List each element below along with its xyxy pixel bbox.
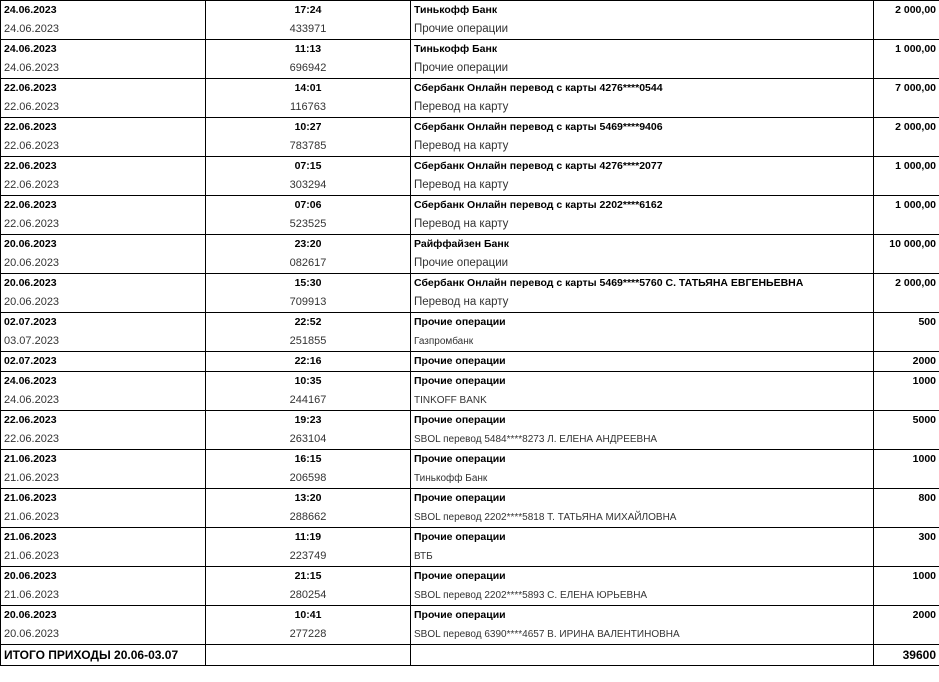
transaction-amount: 5000 <box>874 411 939 431</box>
detail-description: SBOL перевод 5484****8273 Л. ЕЛЕНА АНДРЕЕВНА <box>411 430 874 450</box>
transaction-detail-row <box>1 332 939 352</box>
detail-date: 24.06.2023 <box>1 59 206 79</box>
transaction-detail-row <box>1 508 939 528</box>
transaction-date: 24.06.2023 <box>1 1 206 21</box>
detail-description: Перевод на карту <box>411 137 874 157</box>
transaction-amount: 1000 <box>874 372 939 392</box>
detail-code: 288662 <box>206 508 411 528</box>
detail-description: TINKOFF BANK <box>411 391 874 411</box>
transaction-row <box>1 157 939 177</box>
transaction-amount: 800 <box>874 489 939 509</box>
transaction-row <box>1 274 939 294</box>
transaction-date: 20.06.2023 <box>1 567 206 587</box>
transaction-time: 23:20 <box>206 235 411 255</box>
detail-description: ВТБ <box>411 547 874 567</box>
transaction-time: 22:16 <box>206 352 411 372</box>
transaction-description: Прочие операции <box>411 450 874 470</box>
detail-date: 03.07.2023 <box>1 332 206 352</box>
detail-code: 116763 <box>206 98 411 118</box>
transaction-detail-row <box>1 98 939 118</box>
transaction-time: 19:23 <box>206 411 411 431</box>
transaction-amount: 2 000,00 <box>874 1 939 21</box>
transaction-description: Прочие операции <box>411 606 874 626</box>
transaction-description: Тинькофф Банк <box>411 40 874 60</box>
detail-code: 280254 <box>206 586 411 606</box>
transaction-amount: 300 <box>874 528 939 548</box>
transaction-date: 24.06.2023 <box>1 372 206 392</box>
transaction-row <box>1 79 939 99</box>
detail-date: 22.06.2023 <box>1 137 206 157</box>
transaction-time: 07:06 <box>206 196 411 216</box>
transaction-date: 22.06.2023 <box>1 118 206 138</box>
detail-date: 20.06.2023 <box>1 254 206 274</box>
transaction-detail-row <box>1 430 939 450</box>
transaction-time: 15:30 <box>206 274 411 294</box>
detail-code: 433971 <box>206 20 411 40</box>
transaction-description: Прочие операции <box>411 489 874 509</box>
detail-description: Перевод на карту <box>411 293 874 313</box>
transaction-time: 17:24 <box>206 1 411 21</box>
transaction-time: 10:27 <box>206 118 411 138</box>
transaction-amount: 7 000,00 <box>874 79 939 99</box>
transaction-time: 10:41 <box>206 606 411 626</box>
detail-code: 277228 <box>206 625 411 645</box>
transaction-description: Сбербанк Онлайн перевод с карты 2202****6162 <box>411 196 874 216</box>
transaction-detail-row <box>1 254 939 274</box>
transaction-description: Прочие операции <box>411 372 874 392</box>
transaction-row <box>1 567 939 587</box>
transaction-time: 21:15 <box>206 567 411 587</box>
transaction-description: Прочие операции <box>411 352 874 372</box>
transaction-row <box>1 235 939 255</box>
detail-date: 20.06.2023 <box>1 625 206 645</box>
transaction-detail-row <box>1 547 939 567</box>
transactions-body <box>1 1 939 645</box>
transaction-row <box>1 313 939 333</box>
detail-code: 523525 <box>206 215 411 235</box>
transaction-amount: 1 000,00 <box>874 196 939 216</box>
transaction-row <box>1 411 939 431</box>
transaction-date: 22.06.2023 <box>1 411 206 431</box>
transaction-date: 20.06.2023 <box>1 274 206 294</box>
detail-code: 251855 <box>206 332 411 352</box>
transaction-date: 21.06.2023 <box>1 489 206 509</box>
transaction-row <box>1 118 939 138</box>
transaction-description: Тинькофф Банк <box>411 1 874 21</box>
detail-date: 24.06.2023 <box>1 20 206 40</box>
detail-date: 22.06.2023 <box>1 430 206 450</box>
transaction-amount: 1000 <box>874 450 939 470</box>
total-amount: 39600 <box>874 645 939 666</box>
transaction-amount: 1000 <box>874 567 939 587</box>
detail-code: 263104 <box>206 430 411 450</box>
transaction-detail-row <box>1 215 939 235</box>
detail-description: Газпромбанк <box>411 332 874 352</box>
transaction-date: 02.07.2023 <box>1 313 206 333</box>
detail-code: 206598 <box>206 469 411 489</box>
detail-date: 20.06.2023 <box>1 293 206 313</box>
transaction-detail-row <box>1 176 939 196</box>
transaction-date: 20.06.2023 <box>1 606 206 626</box>
transaction-amount: 2000 <box>874 352 939 372</box>
detail-description: Прочие операции <box>411 20 874 40</box>
detail-description: Тинькофф Банк <box>411 469 874 489</box>
transaction-description: Сбербанк Онлайн перевод с карты 4276****0544 <box>411 79 874 99</box>
detail-code: 244167 <box>206 391 411 411</box>
transaction-description: Сбербанк Онлайн перевод с карты 5469****9406 <box>411 118 874 138</box>
transaction-date: 24.06.2023 <box>1 40 206 60</box>
detail-code: 082617 <box>206 254 411 274</box>
detail-description: Прочие операции <box>411 254 874 274</box>
total-row <box>1 645 939 666</box>
detail-description: SBOL перевод 6390****4657 В. ИРИНА ВАЛЕНТИНОВНА <box>411 625 874 645</box>
detail-date: 24.06.2023 <box>1 391 206 411</box>
detail-date: 22.06.2023 <box>1 176 206 196</box>
detail-code: 223749 <box>206 547 411 567</box>
transaction-time: 07:15 <box>206 157 411 177</box>
transaction-row <box>1 40 939 60</box>
detail-date: 21.06.2023 <box>1 547 206 567</box>
transaction-amount: 1 000,00 <box>874 157 939 177</box>
transaction-time: 10:35 <box>206 372 411 392</box>
transaction-date: 21.06.2023 <box>1 528 206 548</box>
transaction-detail-row <box>1 137 939 157</box>
transaction-detail-row <box>1 59 939 79</box>
transaction-row <box>1 606 939 626</box>
detail-date: 22.06.2023 <box>1 98 206 118</box>
transaction-time: 11:13 <box>206 40 411 60</box>
transaction-detail-row <box>1 20 939 40</box>
transaction-amount: 2000 <box>874 606 939 626</box>
transaction-description: Сбербанк Онлайн перевод с карты 5469****5760 С. ТАТЬЯНА ЕВГЕНЬЕВНА <box>411 274 874 294</box>
transaction-detail-row <box>1 469 939 489</box>
transaction-date: 22.06.2023 <box>1 196 206 216</box>
transaction-description: Прочие операции <box>411 313 874 333</box>
transaction-detail-row <box>1 625 939 645</box>
total-label: ИТОГО ПРИХОДЫ 20.06-03.07 <box>1 645 206 666</box>
transaction-date: 02.07.2023 <box>1 352 206 372</box>
detail-date: 22.06.2023 <box>1 215 206 235</box>
transaction-amount: 2 000,00 <box>874 274 939 294</box>
transaction-time: 14:01 <box>206 79 411 99</box>
detail-date: 21.06.2023 <box>1 508 206 528</box>
detail-description: Перевод на карту <box>411 176 874 196</box>
transaction-amount: 1 000,00 <box>874 40 939 60</box>
detail-description: SBOL перевод 2202****5893 С. ЕЛЕНА ЮРЬЕВНА <box>411 586 874 606</box>
transaction-time: 16:15 <box>206 450 411 470</box>
transaction-row <box>1 352 939 372</box>
detail-description: Перевод на карту <box>411 215 874 235</box>
transaction-time: 11:19 <box>206 528 411 548</box>
transaction-row <box>1 372 939 392</box>
transaction-time: 22:52 <box>206 313 411 333</box>
detail-description: SBOL перевод 2202****5818 Т. ТАТЬЯНА МИХАЙЛОВНА <box>411 508 874 528</box>
transaction-time: 13:20 <box>206 489 411 509</box>
detail-description: Перевод на карту <box>411 98 874 118</box>
transaction-detail-row <box>1 293 939 313</box>
detail-code: 709913 <box>206 293 411 313</box>
transaction-description: Прочие операции <box>411 567 874 587</box>
transaction-row <box>1 450 939 470</box>
transaction-detail-row <box>1 391 939 411</box>
transaction-date: 22.06.2023 <box>1 79 206 99</box>
detail-date: 21.06.2023 <box>1 586 206 606</box>
detail-code: 696942 <box>206 59 411 79</box>
transaction-amount: 2 000,00 <box>874 118 939 138</box>
transaction-row <box>1 196 939 216</box>
transaction-row <box>1 489 939 509</box>
transaction-amount: 10 000,00 <box>874 235 939 255</box>
transaction-amount: 500 <box>874 313 939 333</box>
transaction-row <box>1 528 939 548</box>
transaction-description: Прочие операции <box>411 411 874 431</box>
detail-date: 21.06.2023 <box>1 469 206 489</box>
detail-code: 783785 <box>206 137 411 157</box>
transaction-date: 20.06.2023 <box>1 235 206 255</box>
transaction-description: Сбербанк Онлайн перевод с карты 4276****2077 <box>411 157 874 177</box>
detail-description: Прочие операции <box>411 59 874 79</box>
transaction-detail-row <box>1 586 939 606</box>
transaction-date: 22.06.2023 <box>1 157 206 177</box>
transaction-description: Прочие операции <box>411 528 874 548</box>
transaction-row <box>1 1 939 21</box>
transaction-date: 21.06.2023 <box>1 450 206 470</box>
transaction-description: Райффайзен Банк <box>411 235 874 255</box>
detail-code: 303294 <box>206 176 411 196</box>
